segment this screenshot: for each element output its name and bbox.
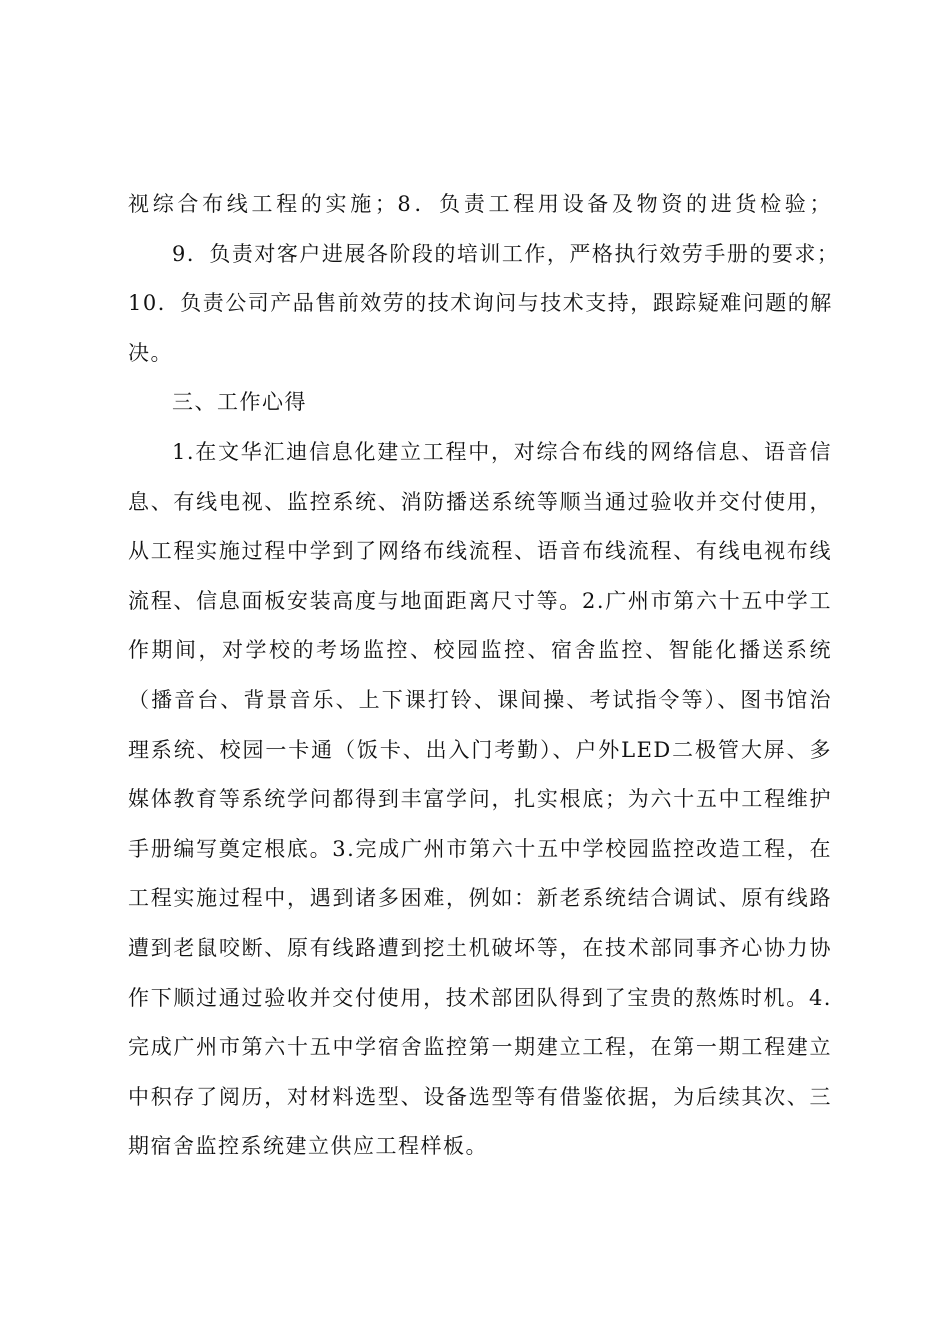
text-line: 中积存了阅历，对材料选型、设备选型等有借鉴依据，为后续其次、三 — [128, 1084, 832, 1109]
text-line: 1.在文华汇迪信息化建立工程中，对综合布线的网络信息、语音信 — [172, 439, 832, 464]
text-line: 决。 — [128, 340, 173, 365]
text-line: 理系统、校园一卡通（饭卡、出入门考勤）、户外LED二极管大屏、多 — [128, 737, 832, 762]
text-line: 流程、信息面板安装高度与地面距离尺寸等。2.广州市第六十五中学工 — [128, 588, 832, 613]
text-line: 作下顺过通过验收并交付使用，技术部团队得到了宝贵的熬炼时机。4. — [128, 985, 832, 1010]
text-line: 视综合布线工程的实施；8．负责工程用设备及物资的进货检验； — [128, 192, 832, 216]
text-line: 从工程实施过程中学到了网络布线流程、语音布线流程、有线电视布线 — [128, 539, 832, 564]
text-line: 媒体教育等系统学问都得到丰富学问，扎实根底；为六十五中工程维护 — [128, 787, 832, 812]
text-line: 手册编写奠定根底。3.完成广州市第六十五中学校园监控改造工程，在 — [128, 836, 832, 861]
text-line: 完成广州市第六十五中学宿舍监控第一期建立工程，在第一期工程建立 — [128, 1035, 832, 1060]
text-line: 遭到老鼠咬断、原有线路遭到挖土机破坏等，在技术部同事齐心协力协 — [128, 935, 832, 960]
body-text — [128, 180, 840, 1172]
text-line: 10．负责公司产品售前效劳的技术询问与技术支持，跟踪疑难问题的解 — [128, 291, 833, 316]
text-line: 作期间，对学校的考场监控、校园监控、宿舍监控、智能化播送系统 — [128, 638, 832, 663]
text-line: 工程实施过程中，遇到诸多困难，例如：新老系统结合调试、原有线路 — [128, 886, 832, 911]
text-line: 息、有线电视、监控系统、消防播送系统等顺当通过验收并交付使用， — [128, 489, 832, 514]
text-line: 9．负责对客户进展各阶段的培训工作，严格执行效劳手册的要求； — [172, 241, 840, 266]
text-line: （播音台、背景音乐、上下课打铃、课间操、考试指令等）、图书馆治 — [128, 687, 832, 712]
section-heading: 三、工作心得 — [172, 390, 307, 415]
text-line: 期宿舍监控系统建立供应工程样板。 — [128, 1134, 488, 1159]
